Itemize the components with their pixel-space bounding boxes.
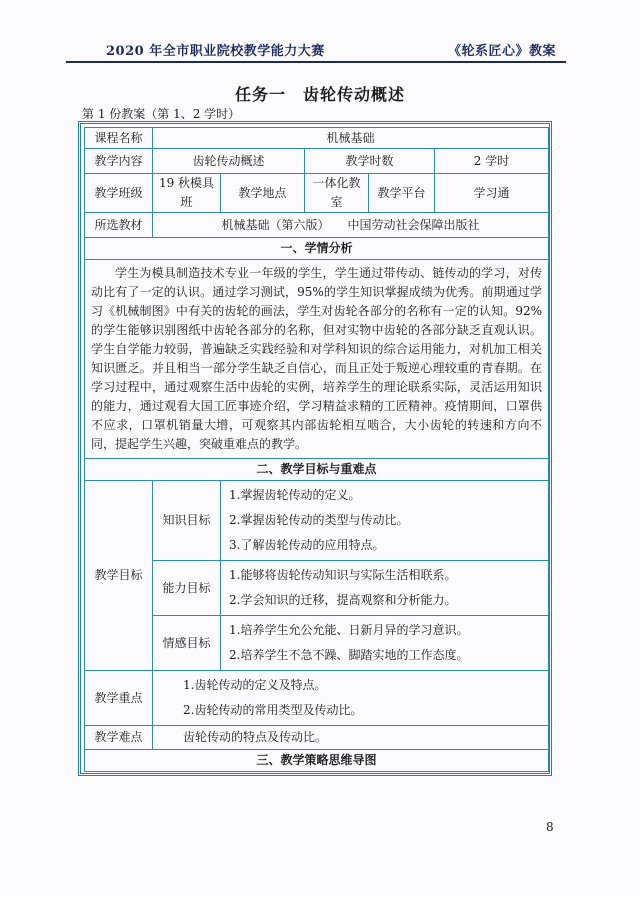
section1-header-row	[85, 238, 549, 260]
page-header	[66, 38, 576, 60]
section1-body-row	[85, 260, 549, 459]
teaching-goal-label: 教学目标	[85, 481, 153, 671]
header-competition-title: 2020 年全市职业院校教学能力大赛	[106, 44, 325, 59]
emotion-goal-item: 2.培养学生不急不躁、脚踏实地的工作态度。	[229, 648, 469, 662]
section2-header-row	[85, 459, 549, 481]
content-row	[85, 149, 549, 174]
header-lesson-title: 《轮系匠心》教案	[447, 44, 556, 59]
learner-analysis-text: 学生为模具制造技术专业一年级的学生，学生通过带传动、链传动的学习，对传动比有了一定的认识。通过学习测试，95%的学生知识掌握成绩为优秀。前期通过学习《机械制图》中有关的齿轮的画法，学生对齿轮各部分的名称有一定的认知。92%的学生能够识别图纸中齿轮各部分的名称，但对实物中齿轮的各部分缺乏直观认识。学生自学能力较弱，普遍缺乏实践经验和对学科知识的综合运用能力，对机加工相关知识匮乏。并且相当一部分学生缺乏自信心，而且正处于叛逆心理较重的青春期。在学习过程中，通过观察生活中齿轮的实例，培养学生的理论联系实际，灵活运用知识的能力，通过观看大国工匠事迹介绍，学习精益求精的工匠精神。疫情期间，口罩供不应求，口罩机销量大增，可观察其内部齿轮相互啮合，大小齿轮的转速和方向不同，提起学生兴趣，突破重难点的教学。	[85, 260, 549, 459]
document-subtitle: 第 1 份教案（第 1、2 学时）	[82, 107, 241, 121]
difficulty-label: 教学难点	[85, 726, 153, 750]
difficulty-row	[85, 726, 549, 750]
textbook-label: 所选教材	[85, 213, 153, 238]
textbook-value: 机械基础（第六版） 中国劳动社会保障出版社	[153, 213, 549, 238]
ability-goal-list	[221, 561, 549, 616]
knowledge-goal-list	[221, 481, 549, 561]
class-value: 19 秋模具班	[153, 174, 221, 213]
place-value: 一体化教室	[305, 174, 369, 213]
course-label: 课程名称	[85, 128, 153, 149]
header-divider	[66, 61, 566, 63]
hours-value: 2 学时	[435, 149, 549, 174]
emotion-goal-label: 情感目标	[153, 616, 221, 671]
ability-goal-item: 1.能够将齿轮传动知识与实际生活相联系。	[229, 568, 457, 582]
section3-title: 三、教学策略思维导图	[85, 750, 549, 772]
place-label: 教学地点	[221, 174, 305, 213]
ability-goal-item: 2.学会知识的迁移，提高观察和分析能力。	[229, 593, 457, 607]
hours-label: 教学时数	[305, 149, 435, 174]
emotion-goal-row	[85, 616, 549, 671]
platform-value: 学习通	[435, 174, 549, 213]
ability-goal-label: 能力目标	[153, 561, 221, 616]
knowledge-goal-item: 1.掌握齿轮传动的定义。	[229, 488, 361, 502]
course-row	[85, 128, 549, 149]
class-label: 教学班级	[85, 174, 153, 213]
knowledge-goal-item: 3.了解齿轮传动的应用特点。	[229, 538, 385, 552]
content-value: 齿轮传动概述	[153, 149, 305, 174]
ability-goal-row	[85, 561, 549, 616]
emotion-goal-item: 1.培养学生允公允能、日新月异的学习意识。	[229, 623, 469, 637]
textbook-row	[85, 213, 549, 238]
course-value: 机械基础	[153, 128, 549, 149]
platform-label: 教学平台	[369, 174, 435, 213]
key-points-row	[85, 671, 549, 726]
class-row	[85, 174, 549, 213]
document-title: 任务一 齿轮传动概述	[234, 85, 405, 104]
section3-header-row	[85, 750, 549, 772]
knowledge-goal-label: 知识目标	[153, 481, 221, 561]
knowledge-goal-item: 2.掌握齿轮传动的类型与传动比。	[229, 513, 409, 527]
page-number: 8	[546, 820, 554, 834]
difficulty-value: 齿轮传动的特点及传动比。	[153, 726, 549, 750]
emotion-goal-list	[221, 616, 549, 671]
key-points-list	[153, 671, 549, 726]
key-point-item: 1.齿轮传动的定义及特点。	[183, 678, 327, 692]
key-points-label: 教学重点	[85, 671, 153, 726]
section2-title: 二、教学目标与重难点	[85, 459, 549, 481]
content-label: 教学内容	[85, 149, 153, 174]
key-point-item: 2.齿轮传动的常用类型及传动比。	[183, 703, 363, 717]
lesson-plan-table	[84, 127, 549, 772]
section1-title: 一、学情分析	[85, 238, 549, 260]
knowledge-goal-row	[85, 481, 549, 561]
